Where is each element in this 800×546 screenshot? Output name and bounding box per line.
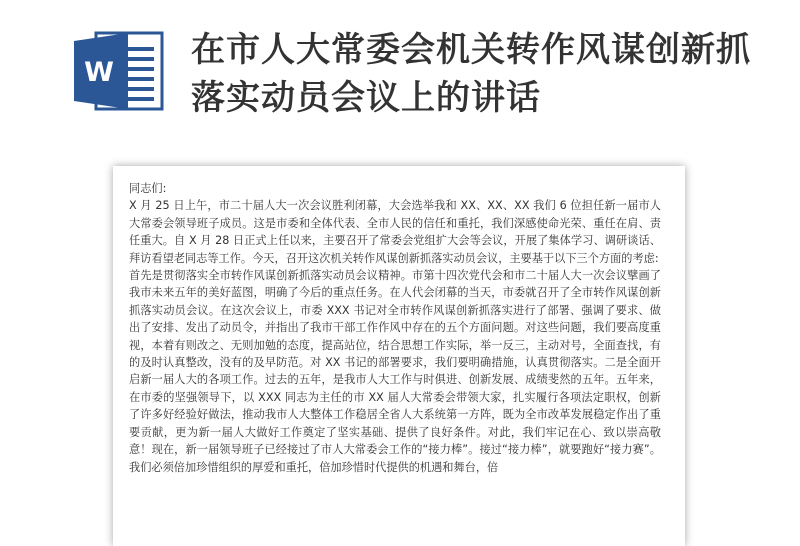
doc-paragraph-body: 首先是贯彻落实全市转作风谋创新抓落实动员会议精神。市第十四次党代会和市二十届人大一次会议擘画了我市未来五年的美好蓝图，明确了今后的重点任务。在人代会闭幕的当天，市委就召开了全市转作风谋创新抓落实动员会议。在这次会议上，市委 XXX 书记对全市转作风谋创新抓落实进行了部署、强调了要求、做出了安排、发出了动员令，并指出了我市干部工作作风中存在的五个方面问题。对这些问题，我们要高度重视，本着有则改之、无则加勉的态度，提高站位，结合思想工作实际，举一反三，主动对号，全面查找，有的及时认真整改，没有的及早防范。对 XX 书记的部署要求，我们要明确措施，认真贯彻落实。二是全面开启新一届人大的各项工作。过去的五年，是我市人大工作与时俱进、创新发展、成绩斐然的五年。五年来，在市委的坚强领导下，以 XXX 同志为主任的市 XX 届人大常委会带领大家，扎实履行各项法定职权，创新了许多好经验好做法，推动我市人大整体工作稳居全省人大系统第一方阵，既为全市改革发展稳定作出了重要贡献，更为新一届人大做好工作奠定了坚实基础、提供了良好条件。对此，我们牢记在心、致以崇高敬意！现在，新一届领导班子已经接过了市人大常委会工作的“接力棒”。接过“接力棒”，就要跑好“接力赛”。我们必须倍加珍惜组织的厚爱和重托，倍加珍惜时代提供的机遇和舞台，倍 (129, 269, 661, 474)
word-document-icon (74, 31, 164, 111)
doc-paragraph-greeting: 同志们: (129, 182, 167, 195)
svg-text:W: W (84, 57, 114, 88)
page-title: 在市人大常委会机关转作风谋创新抓落实动员会议上的讲话 (191, 30, 751, 118)
document-body (129, 180, 661, 476)
document-page-preview (113, 166, 685, 546)
header (0, 0, 800, 150)
doc-paragraph-intro: X 月 25 日上午，市二十届人大一次会议胜利闭幕，大会选举我和 XX、XX、XX 我们 6 位担任新一届市人大常委会领导班子成员。这是市委和全体代表、全市人民的信任和重托，我们深感使命光荣、重任在肩、责任重大。自 X 月 28 日正式上任以来，主要召开了常委会党组扩大会等会议，开展了集体学习、调研谈话、拜访看望老同志等工作。今天，召开这次机关转作风谋创新抓落实动员会议，主要基于以下三个方面的考虑: (129, 199, 661, 265)
